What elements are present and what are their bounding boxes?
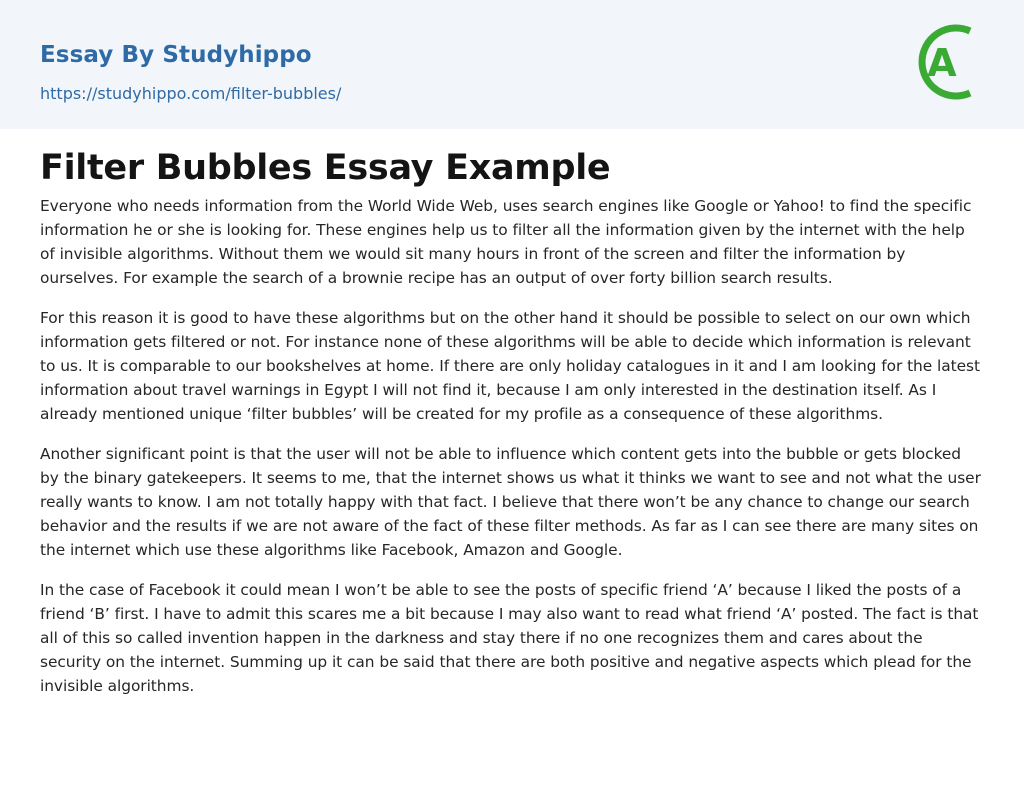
essay-paragraph: Everyone who needs information from the World Wide Web, uses search engines like Google or Yahoo! to find the specific information he or she is looking for. These engines help us to filter all the information given by the internet with the help of invisible algorithms. Without them we would sit many hours in front of the screen and filter the information by ourselves. For example the search of a brownie recipe has an output of over forty billion search results. <box>40 197 972 287</box>
essay-body <box>40 194 984 714</box>
essay-paragraph: In the case of Facebook it could mean I won’t be able to see the posts of specific friend ‘A’ because I liked the posts of a friend ‘B’ first. I have to admit this scares me a bit because I may also want to read what friend ‘A’ posted. The fact is that all of this so called invention happen in the darkness and stay there if no one recognizes them and cares about the security on the internet. Summing up it can be said that there are both positive and negative aspects which plead for the invisible algorithms. <box>40 581 979 695</box>
logo-letter: A <box>927 41 957 85</box>
source-url-link[interactable]: https://studyhippo.com/filter-bubbles/ <box>40 84 342 103</box>
studyhippo-logo-icon[interactable] <box>914 19 986 105</box>
brand-title[interactable]: Essay By Studyhippo <box>40 42 312 68</box>
page-title: Filter Bubbles Essay Example <box>40 148 611 188</box>
essay-paragraph: For this reason it is good to have these algorithms but on the other hand it should be possible to select on our own which information gets filtered or not. For instance none of these algorithms will be able to decide which information is relevant to us. It is comparable to our bookshelves at home. If there are only holiday catalogues in it and I am looking for the latest information about travel warnings in Egypt I will not find it, because I am only interested in the destination itself. As I already mentioned unique ‘filter bubbles’ will be created for my profile as a consequence of these algorithms. <box>40 309 980 423</box>
essay-paragraph: Another significant point is that the user will not be able to influence which content gets into the bubble or gets blocked by the binary gatekeepers. It seems to me, that the internet shows us what it thinks we want to see and not what the user really wants to know. I am not totally happy with that fact. I believe that there won’t be any chance to change our search behavior and the results if we are not aware of the fact of these filter methods. As far as I can see there are many sites on the internet which use these algorithms like Facebook, Amazon and Google. <box>40 445 981 559</box>
